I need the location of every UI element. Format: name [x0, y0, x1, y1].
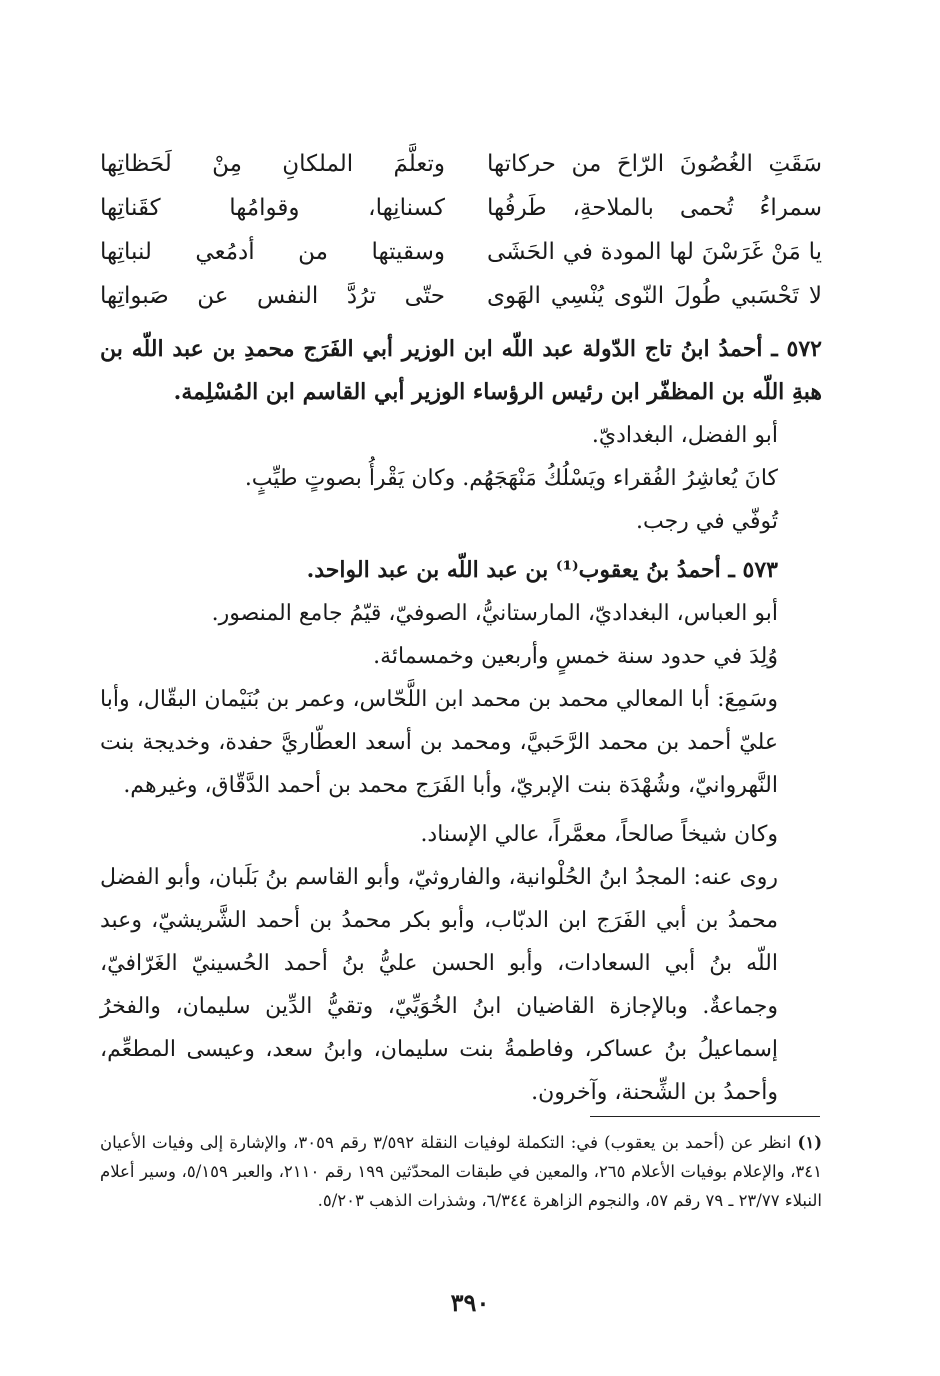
page-number: ٣٩٠ — [450, 1288, 490, 1317]
footnote-separator — [590, 1116, 820, 1117]
entry-death: تُوفّي في رجب. — [635, 509, 778, 534]
entry-kunya: أبو العباس، البغداديّ، المارستانيُّ، الصوفيّ، قيّمُ جامع المنصور. — [211, 601, 778, 626]
verse-first-hemistich: لا تَحْسَبي طُولَ النّوى يُنْسِي الهَوى — [487, 283, 822, 309]
poem-verses — [100, 142, 822, 318]
verse-line — [100, 186, 822, 230]
verse-second-hemistich: وتعلَّمَ الملكانِ مِنْ لَحَظاتِها — [100, 151, 445, 177]
verse-second-hemistich: وسقيتها من أدمُعي لنباتِها — [100, 239, 445, 265]
verse-line — [100, 230, 822, 274]
entry-heading-572: ٥٧٢ ـ أحمدُ ابنُ تاج الدّولة عبد اللّه ابن الوزير أبي الفَرَج محمدِ بن عبد اللّه بن هبةِ اللّه بن المظفّر ابن رئيس الرؤساء الوزير أبي القاسم ابن المُسْلِمة. — [100, 336, 822, 405]
verse-first-hemistich: سمراءُ تُحمى بالملاحةِ، طَرفُها — [487, 195, 822, 221]
entry-kunya: أبو الفضل، البغداديّ. — [591, 423, 778, 448]
entry-students: روى عنه: المجدُ ابنُ الحُلْوانية، والفاروثيّ، وأبو القاسم بنُ بَلَبان، وأبو الفضل محمدُ بن أبي الفَرَج ابن الدبّاب، وأبو بكر محمدُ بن أحمد الشَّريشيّ، وعبد اللّه بنُ أبي السعادات، وأبو الحسن عليُّ بنُ أحمد الحُسينيّ الغَرّافيّ، وجماعةٌ. وبالإجازة القاضيان ابنُ الخُوَيِّيّ، وتقيُّ الدِّين سليمان، والفخرُ إسماعيلُ بنُ عساكر، وفاطمةُ بنت سليمان، وابنُ سعد، وعيسى المطعِّم، وأحمدُ بن الشِّحنة، وآخرون. — [100, 865, 778, 1105]
verse-second-hemistich: كسنانِها، وقوامُها كقَناتِها — [100, 195, 445, 221]
entry-status: وكان شيخاً صالحاً، معمَّراً، عالي الإسناد. — [420, 822, 778, 847]
verse-first-hemistich: يا مَنْ غَرَسْنَ لها المودة في الحَشَى — [487, 239, 822, 265]
entry-teachers: وسَمِعَ: أبا المعالي محمد بن محمد ابن اللَّحّاس، وعمر بن بُنَيْمان البقّال، وأبا عليّ أحمد بن محمد الرَّحَبيَّ، ومحمد بن أسعد العطّاريَّ حفدة، وخديجة بنت النَّهروانيّ، وشُهْدَة بنت الإبريّ، وأبا الفَرَج محمد بن أحمد الدَّقّاق، وغيرهم. — [100, 687, 778, 798]
entry-birth: وُلِدَ في حدود سنة خمسٍ وأربعين وخمسمائة. — [373, 644, 778, 669]
entry-heading-573: ٥٧٣ ـ أحمدُ بنُ يعقوب⁽¹⁾ بن عبد اللّه بن عبد الواحد. — [306, 557, 778, 583]
verse-line — [100, 274, 822, 318]
verse-second-hemistich: حتّى ترُدَّ النفس عن صَبواتِها — [100, 283, 445, 309]
verse-first-hemistich: سَقَتِ الغُصُونَ الرّاحَ من حركاتها — [487, 151, 822, 177]
main-text — [100, 328, 822, 1114]
footnote-number: (١) — [797, 1133, 822, 1152]
entry-description: كانَ يُعاشِرُ الفُقراء ويَسْلُكُ مَنْهَجَهُم. وكان يَقْرأُ بصوتٍ طيِّبٍ. — [244, 466, 778, 491]
footnote — [100, 1128, 822, 1215]
footnote-text: انظر عن (أحمد بن يعقوب) في: التكملة لوفيات النقلة ٣/٥٩٢ رقم ٣٠٥٩، والإشارة إلى وفيات الأعيان ٣٤١، والإعلام بوفيات الأعلام ٢٦٥، والمعين في طبقات المحدّثين ١٩٩ رقم ٢١١٠، والعبر ٥/١٥٩، وسير أعلام النبلاء ٢٣/٧٧ ـ ٧٩ رقم ٥٧، والنجوم الزاهرة ٦/٣٤٤، وشذرات الذهب ٥/٢٠٣. — [100, 1133, 823, 1210]
verse-line — [100, 142, 822, 186]
